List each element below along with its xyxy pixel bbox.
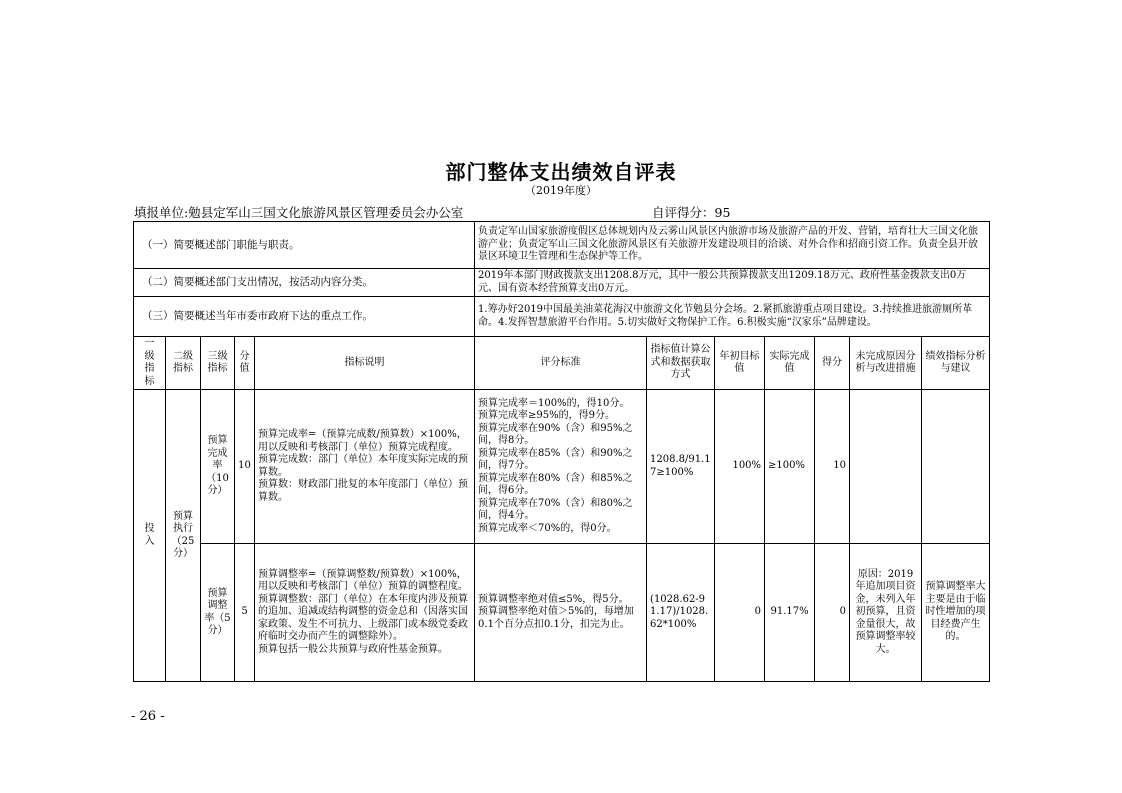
summary-content: 1.筹办好2019中国最美油菜花海汉中旅游文化节勉县分会场。2.紧抓旅游重点项目建设。3.持续推进旅游厕所革命。4.发挥智慧旅游平台作用。5.切实做好文物保护工作。6.积极实施“汉家乐”品牌建设。: [475, 297, 990, 337]
reason-cell: 原因：2019年追加项目资金，未列入年初预算，且资金量很大，故预算调整率较大。: [850, 544, 922, 682]
score-cell: 0: [815, 544, 850, 682]
header-criteria: 评分标准: [475, 337, 647, 390]
header-level1: 一级指标: [134, 337, 166, 390]
reason-cell: [850, 390, 922, 544]
page-subtitle: （2019年度）: [525, 184, 597, 197]
desc-cell: 预算完成率=（预算完成数/预算数）×100%，用以反映和考核部门（单位）预算完成程度。 预算完成数：部门（单位）本年度实际完成的预算数。 预算数：财政部门批复的本年度部门（单位）预算数。: [255, 390, 475, 544]
level3-cell: 预算调整率（5分）: [201, 544, 235, 682]
summary-row: [134, 269, 990, 297]
summary-label: （三）简要概述当年市委市政府下达的重点工作。: [134, 297, 475, 337]
header-initial: 年初目标值: [715, 337, 765, 390]
page-number: - 26 -: [131, 709, 165, 724]
level3-cell: 预算完成率（10分）: [201, 390, 235, 544]
header-suggestion: 绩效指标分析与建议: [922, 337, 990, 390]
summary-content: 负责定军山国家旅游度假区总体规划内及云雾山风景区内旅游市场及旅游产品的开发、营销，培育壮大三国文化旅游产业；负责定军山三国文化旅游风景区有关旅游开发建设项目的洽谈、对外合作和招商引资工作。负责全县开放景区环境卫生管理和生态保护等工作。: [475, 222, 990, 269]
header-level3: 三级指标: [201, 337, 235, 390]
suggestion-cell: 预算调整率大主要是由于临时性增加的项目经费产生的。: [922, 544, 990, 682]
header-row: [134, 337, 990, 390]
suggestion-cell: [922, 390, 990, 544]
summary-row: [134, 222, 990, 269]
summary-label: （一）简要概述部门职能与职责。: [134, 222, 475, 269]
reporting-unit: 填报单位:勉县定军山三国文化旅游风景区管理委员会办公室: [134, 205, 464, 220]
header-reason: 未完成原因分析与改进措施: [850, 337, 922, 390]
header-desc: 指标说明: [255, 337, 475, 390]
criteria-cell: 预算调整率绝对值≤5%，得5分。 预算调整率绝对值＞5%的，每增加0.1个百分点扣0.1分，扣完为止。: [475, 544, 647, 682]
self-score: 自评得分：95: [652, 205, 731, 220]
header-actual: 实际完成值: [765, 337, 815, 390]
summary-content: 2019年本部门财政拨款支出1208.8万元，其中一般公共预算拨款支出1209.18万元、政府性基金拨款支出0万元、国有资本经营预算支出0万元。: [475, 269, 990, 297]
header-level2: 二级指标: [166, 337, 201, 390]
evaluation-table: [133, 221, 990, 682]
header-weight: 分值: [235, 337, 255, 390]
criteria-cell: 预算完成率＝100%的，得10分。 预算完成率≥95%的，得9分。 预算完成率在90%（含）和95%之间，得8分。 预算完成率在85%（含）和90%之间，得7分。 预算完成率在80%（含）和85%之间，得6分。 预算完成率在70%（含）和80%之间，得4分。 预算完成率＜70%的，得0分。: [475, 390, 647, 544]
desc-cell: 预算调整率=（预算调整数/预算数）×100%，用以反映和考核部门（单位）预算的调整程度。 预算调整数：部门（单位）在本年度内涉及预算的追加、追减或结构调整的资金总和（因落实国家政策、发生不可抗力、上级部门或本级党委政府临时交办而产生的调整除外）。 预算包括一般公共预算与政府性基金预算。: [255, 544, 475, 682]
actual-cell: ≥100%: [765, 390, 815, 544]
formula-cell: (1028.62-91.17)/1028.62*100%: [647, 544, 715, 682]
summary-row: [134, 297, 990, 337]
table-row: [134, 544, 990, 682]
actual-cell: 91.17%: [765, 544, 815, 682]
level2-cell: 预算执行（25分）: [166, 390, 201, 682]
initial-cell: 0: [715, 544, 765, 682]
header-formula: 指标值计算公式和数据获取方式: [647, 337, 715, 390]
page-title: 部门整体支出绩效自评表: [445, 160, 677, 184]
formula-cell: 1208.8/91.17≥100%: [647, 390, 715, 544]
weight-cell: 10: [235, 390, 255, 544]
score-cell: 10: [815, 390, 850, 544]
summary-label: （二）简要概述部门支出情况，按活动内容分类。: [134, 269, 475, 297]
weight-cell: 5: [235, 544, 255, 682]
header-score: 得分: [815, 337, 850, 390]
table-row: [134, 390, 990, 544]
initial-cell: 100%: [715, 390, 765, 544]
level1-cell: 投入: [134, 390, 166, 682]
